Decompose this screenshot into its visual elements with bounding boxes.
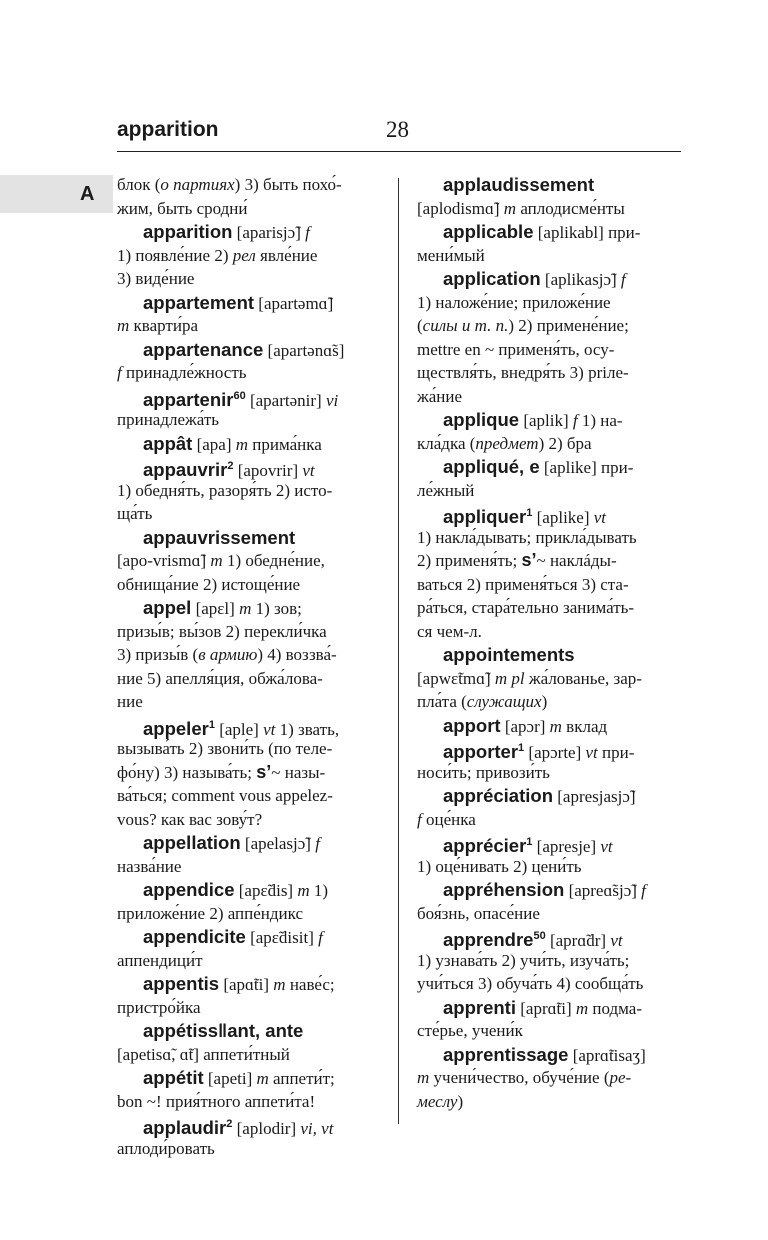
entry-headword-line — [117, 972, 375, 996]
entry-text-line — [417, 432, 680, 456]
entry-text-line — [117, 996, 375, 1020]
entry-text-line — [417, 291, 680, 315]
grammar-label: предмет — [475, 433, 539, 453]
entry-text: призы́в; вы́зов 2) перекли́чка — [117, 621, 327, 641]
headword: appentis — [143, 973, 220, 994]
entry-text-line — [417, 479, 680, 503]
header-rule — [117, 151, 681, 152]
grammar-label: f — [117, 363, 122, 382]
entry-text: 1) узнава́ть 2) учи́ть, изуча́ть; — [417, 950, 630, 970]
entry-text: [aplike] при- — [539, 458, 634, 477]
column-divider — [398, 178, 399, 1124]
entry-text-line — [417, 549, 680, 573]
grammar-label: в армию — [198, 645, 258, 664]
entry-text: bon ~! прия́тного аппети́та! — [117, 1091, 316, 1111]
entry-text-line — [117, 1137, 375, 1161]
entry-headword-line — [117, 831, 375, 855]
entry-text: [aplodismɑ̃] — [417, 198, 504, 218]
headword: 1 — [208, 718, 215, 731]
entry-text: [apresje] — [532, 837, 601, 857]
thumb-index-letter: A — [80, 183, 95, 205]
entry-text: ) 2) примене́ние; — [508, 316, 629, 335]
entry-headword-line — [117, 714, 375, 738]
reflexive-marker: s’ — [521, 550, 537, 570]
entry-text: [apartəmɑ̃] — [254, 293, 334, 313]
page-number: 28 — [386, 117, 409, 142]
entry-text: [aplikabl] при- — [533, 223, 641, 242]
entry-text-line — [417, 385, 680, 409]
entry-text: [aplodir] — [232, 1119, 301, 1139]
grammar-label: m — [256, 1069, 269, 1088]
entry-text: ща́ть — [117, 504, 153, 523]
entry-text-line — [417, 573, 680, 597]
entry-text: учени́чество, обуче́ние ( — [429, 1068, 610, 1087]
grammar-label: m — [235, 434, 249, 454]
entry-text-line — [417, 361, 680, 385]
entry-text-line — [417, 690, 680, 714]
entry-text: блок ( — [117, 175, 161, 194]
entry-text-line — [117, 502, 375, 526]
headword: appauvrir$^2$ — [143, 459, 234, 481]
entry-text: вклад — [561, 716, 608, 736]
entry-text: жим, быть сродни́ — [117, 198, 248, 218]
entry-text-line — [117, 808, 375, 832]
entry-text-line — [117, 479, 375, 503]
grammar-label: m — [210, 551, 223, 570]
entry-text: [apreɑ̃sjɔ̃] — [564, 881, 642, 900]
entry-headword-line — [117, 455, 375, 479]
entry-text: ваться 2) применя́ться 3) ста- — [417, 574, 629, 594]
grammar-label: m pl — [494, 668, 525, 688]
entry-text-line — [117, 949, 375, 973]
entry-text: вызыва́ть 2) звони́ть (по теле- — [117, 739, 333, 758]
entry-text-line — [417, 972, 680, 996]
entry-text: ся чем-л. — [417, 621, 482, 641]
grammar-label: f — [305, 223, 310, 242]
entry-headword-line — [417, 737, 680, 761]
entry-text: приложе́ние 2) аппе́ндикс — [117, 903, 304, 923]
grammar-label: vt — [610, 931, 623, 951]
entry-text: mettre en ~ применя́ть, осу- — [417, 339, 615, 359]
entry-headword-line — [117, 1019, 375, 1043]
entry-text: ние — [117, 692, 143, 711]
entry-text: ) 4) воззва́- — [257, 645, 337, 664]
reflexive-marker: s’ — [256, 761, 272, 782]
entry-headword-line — [117, 291, 375, 315]
grammar-label: vi, vt — [300, 1119, 334, 1139]
entry-text: [apɛ̃dis] — [234, 881, 298, 900]
entry-text: [aprɑ̃tisaʒ] — [568, 1045, 646, 1065]
grammar-label: vt — [593, 508, 607, 528]
headword: appartenir$^{60}$ — [143, 388, 246, 410]
headword: appréciation — [443, 785, 553, 806]
entry-text-line — [117, 1043, 375, 1067]
grammar-label: меслу — [417, 1091, 458, 1111]
grammar-label: m — [117, 316, 130, 335]
entry-text: 1) зов; — [251, 599, 302, 618]
entry-text: фо́ну) 3) называ́ть; — [117, 762, 257, 782]
headword: appeler$^1$ — [143, 717, 215, 739]
entry-headword-line — [117, 526, 375, 550]
grammar-label: рел — [232, 245, 256, 265]
grammar-label: m — [297, 881, 310, 900]
grammar-label: f — [318, 928, 323, 947]
entry-headword-line — [417, 878, 680, 902]
grammar-label: vi — [325, 390, 339, 410]
headword: 60 — [233, 389, 246, 402]
headword: applicable — [443, 221, 534, 242]
entry-headword-line — [117, 385, 375, 409]
entry-text: пристро́йка — [117, 997, 201, 1017]
entry-text-line — [117, 1090, 375, 1114]
entry-text: [aplikasjɔ̃] — [540, 270, 621, 289]
entry-text-line — [117, 855, 375, 879]
grammar-label: о партиях — [160, 175, 235, 194]
entry-headword-line — [417, 267, 680, 291]
entry-text-line — [417, 338, 680, 362]
headword: appartenance — [143, 338, 264, 360]
headword: appointements — [443, 644, 575, 665]
entry-text: [apresjasjɔ̃] — [553, 787, 636, 806]
entry-headword-line — [417, 643, 680, 667]
entry-text-line — [117, 573, 375, 597]
entry-text: при- — [597, 743, 635, 763]
headword: 2 — [227, 460, 234, 472]
thumb-index-tab — [0, 175, 113, 213]
entry-headword-line — [117, 925, 375, 949]
entry-headword-line — [117, 596, 375, 620]
entry-headword-line — [417, 831, 680, 855]
entry-text: 1) накла́дывать; прикла́дывать — [417, 527, 637, 547]
entry-text: ществля́ть, внедря́ть 3) priле- — [417, 363, 629, 382]
entry-text-line — [117, 361, 375, 385]
entry-text-line — [117, 784, 375, 808]
headword: appauvrissement — [143, 526, 296, 548]
entry-text-line — [417, 526, 680, 550]
headword: appartement — [143, 291, 255, 313]
entry-text: [apɔr] — [500, 716, 550, 736]
entry-text: аплоди́ровать — [117, 1138, 215, 1158]
headword: apparition — [143, 221, 233, 242]
entry-headword-line — [417, 784, 680, 808]
entry-text-line — [417, 244, 680, 268]
grammar-label: m — [503, 198, 517, 218]
entry-text: ние 5) апелля́ция, обжа́лова- — [117, 668, 323, 688]
entry-headword-line — [117, 1066, 375, 1090]
entry-headword-line — [117, 1113, 375, 1137]
entry-headword-line — [417, 220, 680, 244]
entry-text: 2) применя́ть; — [417, 551, 522, 570]
headword: 50 — [533, 930, 546, 942]
entry-text: 1) наложе́ние; приложе́ние — [417, 292, 611, 312]
entry-text: кварти́ра — [129, 316, 198, 335]
right-column — [417, 173, 680, 1113]
entry-text: [apo-vrismɑ̃] — [117, 551, 211, 570]
entry-headword-line — [417, 173, 680, 197]
headword: apprécier$^1$ — [443, 835, 533, 857]
entry-text-line — [117, 173, 375, 197]
grammar-label: ре- — [609, 1068, 632, 1087]
entry-text: [apeti] — [203, 1069, 257, 1088]
entry-headword-line — [417, 455, 680, 479]
entry-text: кла́дка ( — [417, 433, 476, 453]
entry-text: [apartənɑ̃s] — [263, 340, 345, 360]
entry-text: 1) — [309, 881, 329, 900]
entry-headword-line — [117, 338, 375, 362]
headword: apport — [443, 714, 501, 736]
entry-text: [apwɛ̃tmɑ̃] — [417, 668, 495, 688]
entry-text-line — [417, 596, 680, 620]
headword: application — [443, 268, 541, 289]
entry-text-line — [117, 643, 375, 667]
entry-text: [apetisɑ̃, ɑ̃t] аппети́тный — [117, 1044, 290, 1064]
entry-text: пла́та ( — [417, 692, 467, 711]
headword: appréhension — [443, 879, 565, 900]
entry-text: 1) обедня́ть, разоря́ть 2) исто- — [117, 480, 333, 500]
entry-text: [apovrir] — [233, 461, 303, 481]
entry-text-line — [117, 197, 375, 221]
entry-headword-line — [417, 996, 680, 1020]
entry-text: [apartənir] — [245, 390, 326, 410]
entry-text: [apɔrte] — [524, 743, 586, 763]
entry-headword-line — [417, 502, 680, 526]
entry-headword-line — [417, 714, 680, 738]
entry-text: принадлежа́ть — [117, 410, 220, 429]
entry-text: жа́ние — [417, 386, 463, 406]
entry-text-line — [117, 314, 375, 338]
entry-text: 1) обедне́ние, — [222, 551, 325, 570]
entry-text: подма- — [588, 998, 642, 1018]
entry-text-line — [417, 761, 680, 785]
entry-text-line — [417, 667, 680, 691]
entry-headword-line — [117, 878, 375, 902]
running-head-word: apparition — [117, 118, 219, 141]
entry-text-line — [117, 667, 375, 691]
entry-text: ~ наклáды- — [536, 551, 617, 570]
entry-text: оце́нка — [421, 809, 476, 829]
entry-text: [apɛ̃disit] — [245, 928, 319, 947]
entry-text-line — [117, 408, 375, 432]
entry-text: [aprɑ̃dr] — [545, 931, 611, 951]
headword: appendice — [143, 879, 235, 900]
entry-text: [apelasjɔ̃] — [240, 834, 316, 853]
entry-text-line — [417, 620, 680, 644]
entry-headword-line — [117, 220, 375, 244]
headword: appliqué, e — [443, 456, 540, 477]
entry-text: 1) оце́нивать 2) цени́ть — [417, 856, 582, 876]
entry-text: жа́лованье, зар- — [524, 668, 642, 688]
headword: appétit — [143, 1067, 204, 1088]
entry-text: ) — [457, 1091, 464, 1111]
headword: 1 — [518, 742, 525, 754]
grammar-label: m — [575, 998, 589, 1018]
entry-text: прима́нка — [248, 434, 322, 454]
entry-text: назва́ние — [117, 856, 182, 876]
entry-text: принадле́жность — [121, 363, 247, 382]
entry-text-line — [417, 197, 680, 221]
entry-text: аплодисме́нты — [516, 198, 625, 218]
headword: 1 — [526, 836, 533, 848]
entry-text-line — [117, 737, 375, 761]
grammar-label: m — [273, 975, 286, 994]
entry-text: носи́ть; привози́ть — [417, 762, 550, 782]
entry-text: ) — [541, 692, 548, 711]
headword: appendicite — [143, 926, 246, 947]
entry-text: [apa] — [192, 434, 236, 454]
entry-text: ( — [417, 316, 423, 335]
grammar-label: m — [239, 599, 252, 618]
entry-text-line — [117, 244, 375, 268]
headword: 1 — [526, 507, 533, 519]
entry-text-line — [117, 549, 375, 573]
grammar-label: силы и т. п. — [422, 316, 509, 335]
entry-text: 1) появле́ние 2) — [117, 245, 233, 265]
entry-text: мени́мый — [417, 245, 485, 265]
grammar-label: vt — [302, 461, 315, 481]
grammar-label: служащих — [466, 692, 542, 711]
entry-text-line — [417, 902, 680, 926]
entry-text: [apɑ̃ti] — [219, 975, 274, 994]
entry-text: [aplik] — [519, 411, 573, 430]
headword: apprentissage — [443, 1043, 569, 1065]
entry-text: учи́ться 3) обуча́ть 4) сообща́ть — [417, 974, 644, 993]
entry-text-line — [417, 855, 680, 879]
headword: appel — [143, 597, 192, 618]
entry-text: сте́рье, учени́к — [417, 1021, 523, 1040]
headword: appétiss‖ant, ante — [143, 1020, 304, 1041]
entry-text: ~ назы- — [271, 762, 326, 782]
entry-text-line — [117, 690, 375, 714]
entry-text: [aple] — [214, 719, 264, 739]
entry-text: ра́ться, стара́тельно занима́ть- — [417, 598, 635, 617]
entry-text-line — [417, 1019, 680, 1043]
headword: applaudir$^2$ — [143, 1117, 233, 1139]
entry-text-line — [117, 761, 375, 785]
entry-text: ле́жный — [417, 480, 475, 500]
entry-text: [aplike] — [532, 508, 594, 528]
grammar-label: m — [549, 716, 562, 736]
headword: 2 — [226, 1118, 233, 1130]
entry-text: [aparisjɔ̃] — [232, 223, 306, 242]
entry-text: аппети́т; — [268, 1069, 335, 1088]
entry-text: 3) призы́в ( — [117, 645, 199, 664]
entry-text: аппендици́т — [117, 950, 203, 970]
headword: apprendre$^{50}$ — [443, 929, 546, 951]
entry-headword-line — [117, 432, 375, 456]
grammar-label: m — [417, 1068, 430, 1087]
headword: apprenti — [443, 996, 516, 1018]
headword: applique — [443, 409, 520, 430]
entry-text: боя́знь, опасе́ние — [417, 903, 540, 923]
entry-text-line — [117, 620, 375, 644]
entry-text: явле́ние — [255, 245, 318, 265]
entry-headword-line — [417, 925, 680, 949]
entry-headword-line — [417, 408, 680, 432]
headword: appât — [143, 432, 193, 454]
grammar-label: vt — [585, 743, 598, 763]
entry-text: ) 3) быть похо́- — [234, 175, 342, 194]
grammar-label: f — [620, 270, 626, 289]
entry-text-line — [417, 1066, 680, 1090]
entry-text-line — [417, 949, 680, 973]
entry-text: 1) звать, — [275, 719, 340, 739]
grammar-label: f — [315, 834, 320, 853]
entry-text-line — [117, 267, 375, 291]
headword: applaudissement — [443, 174, 595, 195]
entry-text: ва́ться; comment vous appelez- — [117, 786, 333, 805]
entry-headword-line — [417, 1043, 680, 1067]
headword: appliquer$^1$ — [443, 506, 533, 528]
entry-text: 1) на- — [577, 411, 623, 430]
entry-text: обнища́ние 2) истоще́ние — [117, 574, 301, 594]
grammar-label: f — [417, 809, 422, 829]
left-column — [117, 173, 375, 1160]
grammar-label: vt — [263, 719, 276, 739]
grammar-label: f — [641, 881, 646, 900]
entry-text: [aprɑ̃ti] — [515, 998, 576, 1018]
entry-text: [apɛl] — [191, 599, 240, 618]
entry-text: 3) виде́ние — [117, 269, 195, 288]
entry-text-line — [117, 902, 375, 926]
headword: appellation — [143, 832, 241, 853]
entry-text-line — [417, 808, 680, 832]
grammar-label: vt — [600, 837, 613, 857]
entry-text: ) 2) бра — [538, 433, 592, 453]
headword: apporter$^1$ — [443, 741, 525, 763]
entry-text: vous? как вас зову́т? — [117, 809, 263, 829]
grammar-label: f — [572, 411, 578, 430]
entry-text-line — [417, 1090, 680, 1114]
entry-text: наве́с; — [285, 975, 335, 994]
entry-text-line — [417, 314, 680, 338]
